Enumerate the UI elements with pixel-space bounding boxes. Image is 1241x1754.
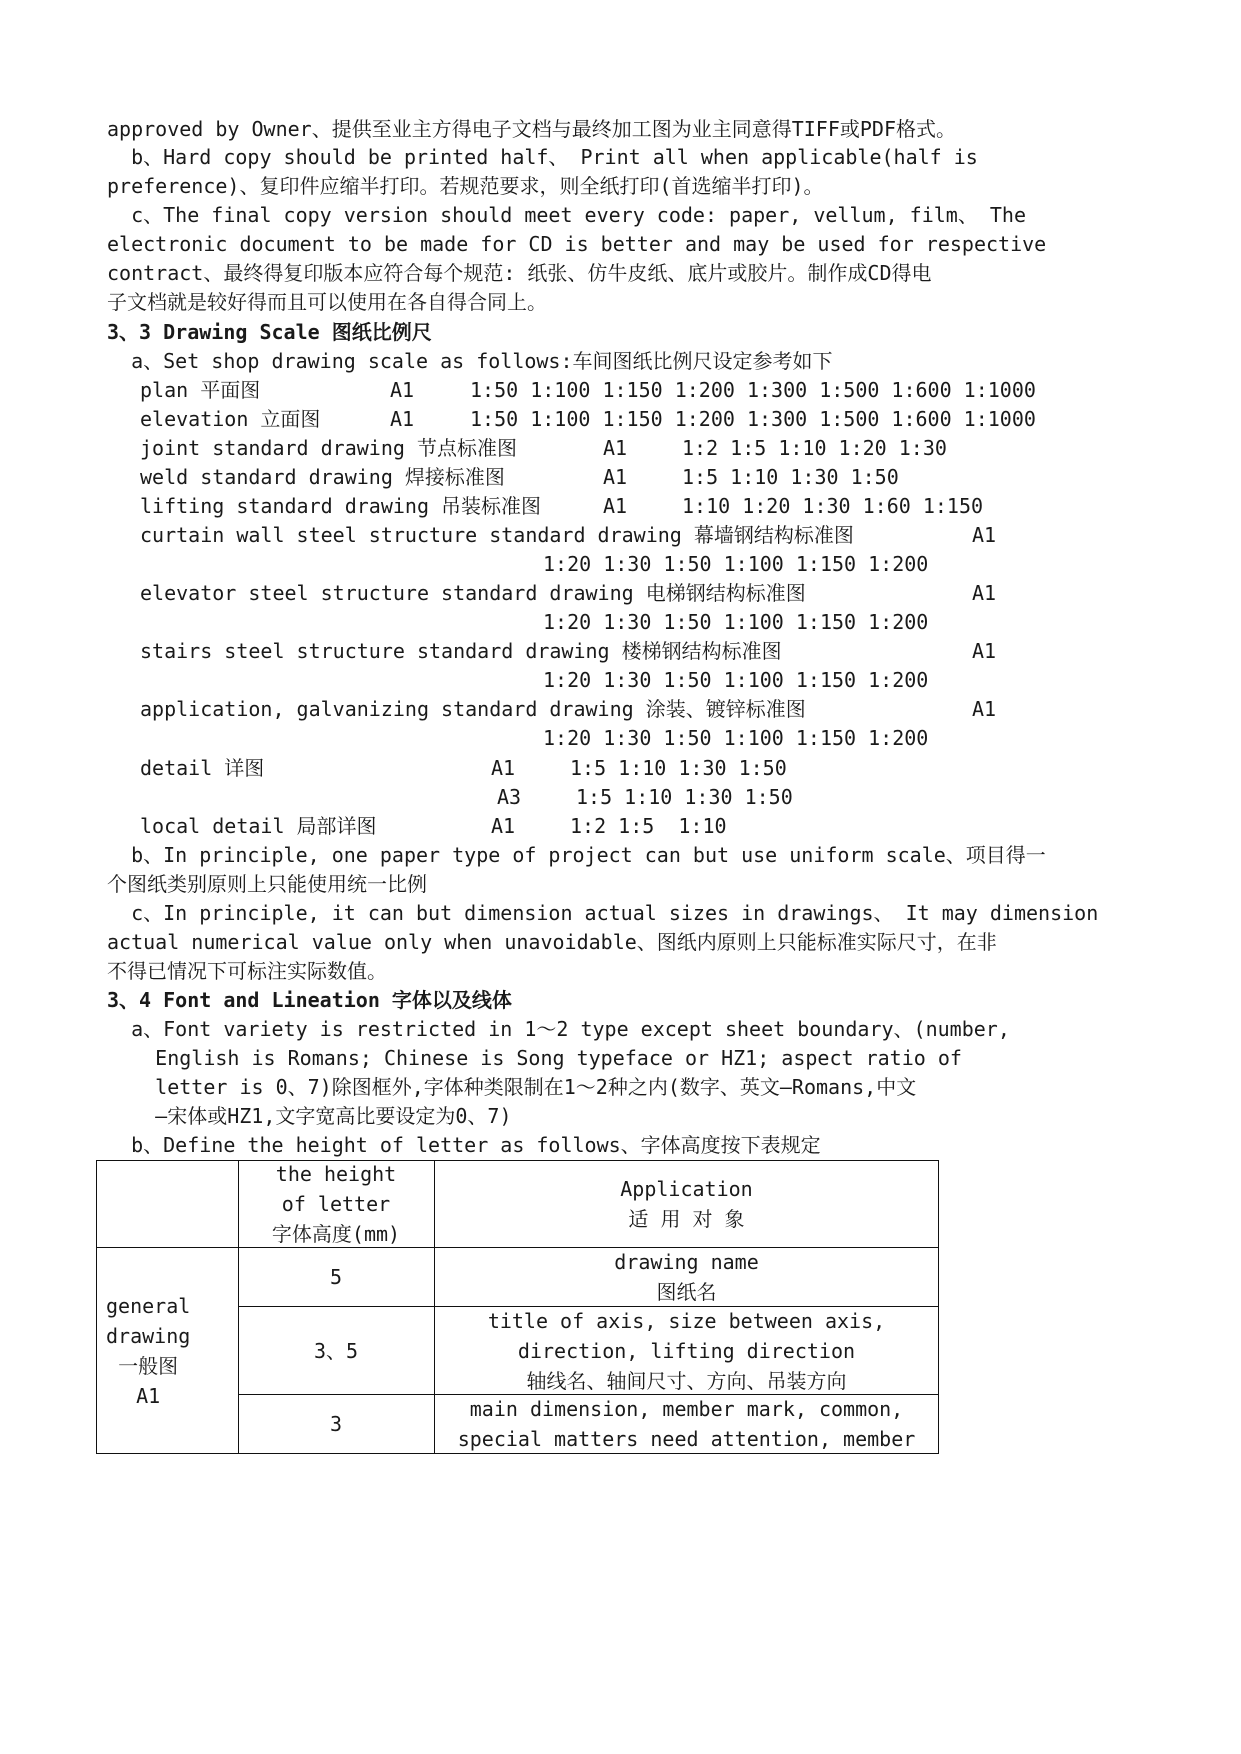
scale-name: lifting standard drawing 吊装标准图 xyxy=(140,494,542,518)
body-line: c、In principle, it can but dimension actual sizes in drawings、 It may dimension xyxy=(107,901,1099,925)
scale-name: stairs steel structure standard drawing 楼梯钢结构标准图 xyxy=(140,639,782,663)
body-line: 子文档就是较好得而且可以使用在各自得合同上。 xyxy=(107,290,547,314)
body-line: letter is 0、7)除图框外,字体种类限制在1～2种之内(数字、英文—Romans,中文 xyxy=(107,1075,917,1099)
scale-ratios: 1:5 1:10 1:30 1:50 xyxy=(570,756,787,780)
scale-name: local detail 局部详图 xyxy=(140,814,377,838)
scale-size: A1 xyxy=(603,465,628,489)
table-cell-application: title of axis, size between axis, direction, lifting direction 轴线名、轴间尺寸、方向、吊装方向 xyxy=(487,1308,886,1393)
scale-ratios: 1:20 1:30 1:50 1:100 1:150 1:200 xyxy=(543,610,929,634)
scale-size: A1 xyxy=(972,639,997,663)
body-line: 不得已情况下可标注实际数值。 xyxy=(107,959,387,983)
body-line: —宋体或HZ1,文字宽高比要设定为0、7) xyxy=(107,1104,512,1128)
scale-name: detail 详图 xyxy=(140,756,265,780)
scale-ratios: 1:50 1:100 1:150 1:200 1:300 1:500 1:600 1:1000 xyxy=(470,378,1036,402)
scale-ratios: 1:5 1:10 1:30 1:50 xyxy=(682,465,899,489)
section-heading: 3、3 Drawing Scale 图纸比例尺 xyxy=(107,320,432,344)
scale-ratios: 1:10 1:20 1:30 1:60 1:150 xyxy=(682,494,984,518)
scale-ratios: 1:20 1:30 1:50 1:100 1:150 1:200 xyxy=(543,668,929,692)
scale-size: A1 xyxy=(972,523,997,547)
body-line: a、Set shop drawing scale as follows:车间图纸比例尺设定参考如下 xyxy=(107,349,833,373)
table-category: general drawing 一般图 A1 xyxy=(106,1293,191,1408)
table-border xyxy=(238,1160,239,1453)
table-cell-application: main dimension, member mark, common, special matters need attention, member xyxy=(457,1397,916,1451)
body-line: preference)、复印件应缩半打印。若规范要求，则全纸打印(首选缩半打印)。 xyxy=(107,174,824,198)
scale-ratios: 1:20 1:30 1:50 1:100 1:150 1:200 xyxy=(543,726,929,750)
scale-size: A1 xyxy=(390,378,415,402)
body-line: c、The final copy version should meet every code: paper, vellum, film、 The xyxy=(107,203,1026,227)
scale-size: A1 xyxy=(603,494,628,518)
scale-size: A1 xyxy=(972,581,997,605)
body-line: contract、最终得复印版本应符合每个规范: 纸张、仿牛皮纸、底片或胶片。制作成CD得电 xyxy=(107,261,932,285)
section-heading: 3、4 Font and Lineation 字体以及线体 xyxy=(107,988,512,1012)
body-line: electronic document to be made for CD is better and may be used for respective xyxy=(107,232,1047,256)
body-line: approved by Owner、提供至业主方得电子文档与最终加工图为业主同意得TIFF或PDF格式。 xyxy=(107,117,956,141)
scale-name: application, galvanizing standard drawing 涂装、镀锌标准图 xyxy=(140,697,806,721)
scale-name: joint standard drawing 节点标准图 xyxy=(140,436,517,460)
table-cell-application: drawing name 图纸名 xyxy=(614,1250,759,1304)
table-cell-height: 3 xyxy=(329,1412,343,1436)
table-header-application: Application 适 用 对 象 xyxy=(620,1177,753,1231)
scale-size: A1 xyxy=(491,814,516,838)
body-line: a、Font variety is restricted in 1～2 type except sheet boundary、(number, xyxy=(107,1017,1010,1041)
body-line: English is Romans; Chinese is Song typeface or HZ1; aspect ratio of xyxy=(107,1046,962,1070)
scale-size: A1 xyxy=(972,697,997,721)
scale-size: A1 xyxy=(491,756,516,780)
scale-name: elevation 立面图 xyxy=(140,407,321,431)
scale-name: elevator steel structure standard drawing 电梯钢结构标准图 xyxy=(140,581,806,605)
body-line: b、Define the height of letter as follows、字体高度按下表规定 xyxy=(107,1133,821,1157)
table-cell-height: 5 xyxy=(329,1265,343,1289)
scale-size: A1 xyxy=(390,407,415,431)
scale-ratios: 1:2 1:5 1:10 1:20 1:30 xyxy=(682,436,947,460)
body-line: actual numerical value only when unavoidable、图纸内原则上只能标准实际尺寸，在非 xyxy=(107,930,997,954)
table-header-height: the height of letter 字体高度(mm) xyxy=(271,1162,401,1246)
body-line: b、Hard copy should be printed half、 Print all when applicable(half is xyxy=(107,145,978,169)
scale-name: plan 平面图 xyxy=(140,378,261,402)
scale-ratios: 1:5 1:10 1:30 1:50 xyxy=(576,785,793,809)
scale-ratios: 1:20 1:30 1:50 1:100 1:150 1:200 xyxy=(543,552,929,576)
table-border xyxy=(938,1160,939,1453)
scale-ratios: 1:50 1:100 1:150 1:200 1:300 1:500 1:600 1:1000 xyxy=(470,407,1036,431)
scale-name: curtain wall steel structure standard drawing 幕墙钢结构标准图 xyxy=(140,523,854,547)
body-line: 个图纸类别原则上只能使用统一比例 xyxy=(107,872,427,896)
scale-ratios: 1:2 1:5 1:10 xyxy=(570,814,727,838)
body-line: b、In principle, one paper type of project can but use uniform scale、项目得一 xyxy=(107,843,1046,867)
table-border xyxy=(434,1160,435,1453)
table-border xyxy=(96,1247,939,1248)
table-border xyxy=(96,1160,939,1161)
scale-size: A3 xyxy=(497,785,522,809)
table-cell-height: 3、5 xyxy=(313,1338,359,1363)
scale-size: A1 xyxy=(603,436,628,460)
scale-name: weld standard drawing 焊接标准图 xyxy=(140,465,505,489)
